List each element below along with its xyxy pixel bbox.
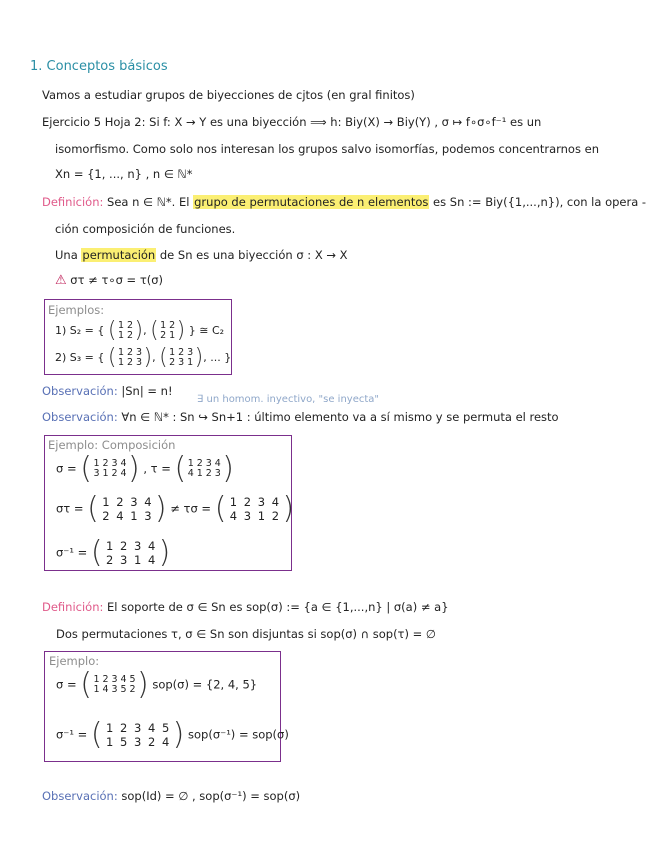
definition-line-3 bbox=[55, 248, 348, 262]
example-label: Ejemplo: bbox=[49, 654, 100, 668]
definition-line-3-pre: Una bbox=[55, 248, 82, 262]
definition-text: El soporte de σ ∈ Sn es sop(σ) := {a ∈ {1,...,n} | σ(a) ≠ a} bbox=[103, 600, 449, 614]
definition-line-2: ción composición de funciones. bbox=[55, 222, 236, 236]
definition-permutation-group bbox=[42, 195, 646, 209]
matrix-tau-sigma: 1 2 3 4 4 3 1 2 bbox=[229, 495, 280, 523]
paren-close: ) bbox=[222, 451, 234, 486]
sigma-inverse-symbol: σ⁻¹ = bbox=[56, 545, 88, 560]
example-sigma-support bbox=[56, 667, 258, 702]
example-s2-post: } ≅ C₂ bbox=[185, 324, 225, 337]
warning-line bbox=[55, 273, 163, 288]
composition-label: Ejemplo: Composición bbox=[48, 438, 176, 452]
paren-open: ( bbox=[150, 318, 159, 343]
matrix-s2-swap: 1 2 2 1 bbox=[160, 320, 176, 341]
sigma-symbol: σ = bbox=[56, 461, 77, 476]
intro-text: Vamos a estudiar grupos de biyecciones de cjtos (en gral finitos) bbox=[42, 88, 415, 102]
matrix-s3-id: 1 2 3 1 2 3 bbox=[117, 347, 142, 368]
highlight-permutation: permutación bbox=[82, 248, 156, 262]
examples-label: Ejemplos: bbox=[48, 303, 105, 317]
injective-note: ∃ un homom. inyectivo, "se inyecta" bbox=[197, 394, 380, 405]
paren-close: ) bbox=[136, 667, 149, 702]
definition-text-post: es Sn := Biy({1,...,n}), con la opera - bbox=[429, 195, 646, 209]
section-title: 1. Conceptos básicos bbox=[30, 59, 168, 74]
example-s2-pre: 1) S₂ = { bbox=[55, 324, 108, 337]
example-s2: 1) S₂ = { ( 1 2 1 2 ), ( 1 2 2 1 ) } ≅ C₂ bbox=[55, 318, 225, 343]
paren-open: ( bbox=[159, 345, 168, 370]
composition-inverse bbox=[56, 535, 171, 570]
sigma-tau-symbol: στ = bbox=[56, 501, 84, 516]
exercise-line-3: Xn = {1, ..., n} , n ∈ ℕ* bbox=[55, 167, 193, 181]
composition-sigma-tau-defs bbox=[56, 451, 234, 486]
paren-open: ( bbox=[214, 491, 227, 526]
example-s3-pre: 2) S₃ = { bbox=[55, 351, 108, 364]
matrix-sigma-inverse: 1 2 3 4 2 3 1 4 bbox=[105, 539, 156, 567]
paren-open: ( bbox=[90, 535, 103, 570]
paren-open: ( bbox=[90, 717, 103, 752]
matrix-s2-id: 1 2 1 2 bbox=[117, 320, 133, 341]
definition-support bbox=[42, 600, 449, 614]
paren-close: ) bbox=[143, 345, 153, 370]
definition-label: Definición: bbox=[42, 195, 104, 209]
definition-disjoint: Dos permutaciones τ, σ ∈ Sn son disjuntas si sop(σ) ∩ sop(τ) = ∅ bbox=[56, 627, 436, 641]
sigma-inverse-symbol: σ⁻¹ = bbox=[56, 727, 88, 742]
paren-close: ) bbox=[176, 318, 186, 343]
paren-close: ) bbox=[282, 491, 295, 526]
example-inverse-support bbox=[56, 717, 289, 752]
tau-sigma-symbol: ≠ τσ = bbox=[170, 501, 212, 516]
inverse-support-text: sop(σ⁻¹) = sop(σ) bbox=[188, 727, 289, 742]
tau-symbol: , τ = bbox=[143, 461, 171, 476]
sigma-symbol: σ = bbox=[56, 677, 77, 692]
observation-text: |Sn| = n! bbox=[117, 384, 173, 398]
paren-open: ( bbox=[80, 451, 92, 486]
example-s3: 2) S₃ = { ( 1 2 3 1 2 3 ), ( 1 2 3 2 3 1 ), ... } bbox=[55, 345, 232, 370]
composition-products bbox=[56, 491, 295, 526]
warning-icon: ⚠ bbox=[55, 273, 67, 288]
definition-line-3-post: de Sn es una biyección σ : X → X bbox=[156, 248, 348, 262]
observation-label: Observación: bbox=[42, 384, 118, 398]
paren-close: ) bbox=[194, 345, 204, 370]
observation-support-properties bbox=[42, 789, 300, 803]
matrix-sigma-inverse-5: 1 2 3 4 5 1 5 3 2 4 bbox=[105, 721, 170, 749]
paren-open: ( bbox=[107, 345, 117, 370]
paren-close: ) bbox=[134, 318, 144, 343]
matrix-tau: 1 2 3 4 4 1 2 3 bbox=[187, 458, 221, 479]
definition-text-pre: Sea n ∈ ℕ*. El bbox=[103, 195, 194, 209]
sigma-support-text: sop(σ) = {2, 4, 5} bbox=[152, 677, 258, 692]
observation-order bbox=[42, 384, 173, 398]
observation-text: ∀n ∈ ℕ* : Sn ↪ Sn+1 : último elemento va a sí mismo y se permuta el resto bbox=[117, 410, 559, 424]
paren-open: ( bbox=[80, 667, 92, 702]
observation-label: Observación: bbox=[42, 410, 118, 424]
paren-open: ( bbox=[174, 451, 187, 486]
exercise-line-2: isomorfismo. Como solo nos interesan los grupos salvo isomorfías, podemos concentrarnos en bbox=[55, 142, 599, 156]
paren-open: ( bbox=[107, 318, 117, 343]
paren-close: ) bbox=[127, 451, 140, 486]
paren-close: ) bbox=[158, 535, 171, 570]
warning-text: στ ≠ τ∘σ = τ(σ) bbox=[66, 273, 164, 287]
example-s3-post: , ... } bbox=[203, 351, 232, 364]
highlight-permutation-group: grupo de permutaciones de n elementos bbox=[194, 195, 429, 209]
observation-injection bbox=[42, 410, 559, 424]
definition-label: Definición: bbox=[42, 600, 104, 614]
paren-open: ( bbox=[87, 491, 99, 526]
paren-close: ) bbox=[172, 717, 185, 752]
observation-text: sop(Id) = ∅ , sop(σ⁻¹) = sop(σ) bbox=[117, 789, 301, 803]
paren-close: ) bbox=[154, 491, 167, 526]
matrix-sigma-5: 1 2 3 4 5 1 4 3 5 2 bbox=[93, 674, 136, 695]
matrix-sigma-tau: 1 2 3 4 2 4 1 3 bbox=[102, 495, 152, 523]
matrix-s3-cycle: 1 2 3 2 3 1 bbox=[169, 347, 194, 368]
observation-label: Observación: bbox=[42, 789, 118, 803]
exercise-line-1: Ejercicio 5 Hoja 2: Si f: X → Y es una biyección ⟹ h: Biy(X) → Biy(Y) , σ ↦ f∘σ∘f⁻¹ es un bbox=[42, 115, 542, 129]
matrix-sigma: 1 2 3 4 3 1 2 4 bbox=[93, 458, 127, 479]
